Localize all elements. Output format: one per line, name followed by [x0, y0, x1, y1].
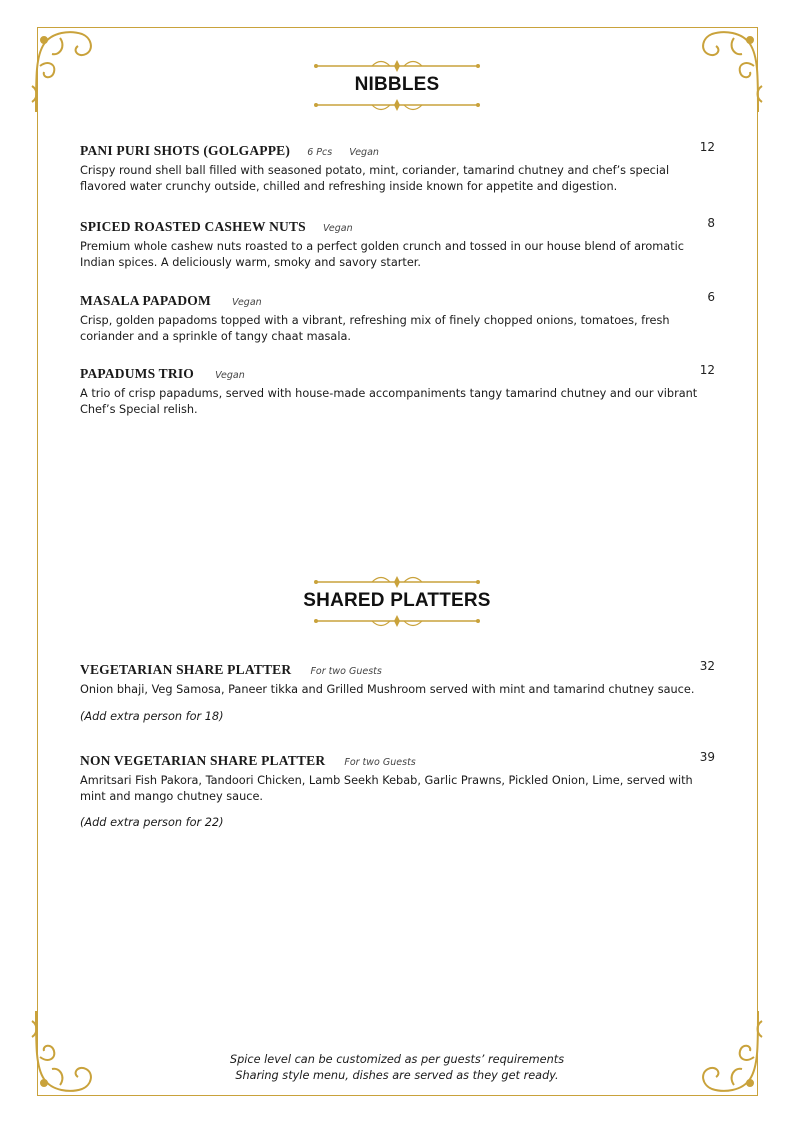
- item-price: 39: [699, 750, 715, 764]
- item-description: Amritsari Fish Pakora, Tandoori Chicken, Lamb Seekh Kebab, Garlic Prawns, Pickled Onion, Lime, served with mint and mango chutney sauce.: [80, 774, 693, 803]
- menu-item: [80, 140, 715, 194]
- item-tag: Vegan: [349, 147, 379, 158]
- item-price: 8: [707, 216, 715, 230]
- item-extra-note: (Add extra person for 18): [80, 709, 224, 723]
- item-extra-note: (Add extra person for 22): [80, 816, 224, 829]
- item-tag: 6 Pcs: [307, 147, 333, 158]
- divider-ornament-icon: [312, 99, 482, 113]
- divider-ornament-icon: [312, 615, 482, 629]
- footer-line: Sharing style menu, dishes are served as they get ready.: [235, 1068, 559, 1082]
- item-name: PANI PURI SHOTS (GOLGAPPE): [80, 143, 291, 158]
- item-description: Crispy round shell ball filled with seasoned potato, mint, coriander, tamarind chutney and chef’s special flavored water crunchy outside, chilled and refreshing inside known for appetite and digestion.: [80, 164, 670, 193]
- item-tag: For two Guests: [310, 666, 382, 677]
- item-description: Crisp, golden papadoms topped with a vibrant, refreshing mix of finely chopped onions, tomatoes, fresh coriander and a sprinkle of tangy chaat masala.: [80, 314, 670, 343]
- item-name: MASALA PAPADOM: [80, 293, 211, 308]
- item-tag: Vegan: [322, 223, 353, 234]
- footer-note: [0, 1052, 794, 1083]
- item-description: Premium whole cashew nuts roasted to a perfect golden crunch and tossed in our house blend of aromatic Indian spices. A deliciously warm, smoky and savory starter.: [80, 240, 685, 269]
- item-description: Onion bhaji, Veg Samosa, Paneer tikka and Grilled Mushroom served with mint and tamarind chutney sauce.: [80, 683, 695, 696]
- footer-line: Spice level can be customized as per guests’ requirements: [229, 1053, 565, 1066]
- item-name: PAPADUMS TRIO: [80, 366, 194, 381]
- nibbles-header: [0, 58, 794, 113]
- menu-item: [80, 290, 715, 344]
- item-price: 12: [699, 140, 715, 154]
- menu-item: [80, 363, 715, 417]
- item-price: 6: [707, 290, 715, 304]
- section-title: NIBBLES: [354, 74, 440, 95]
- item-description: A trio of crisp papadums, served with house-made accompaniments tangy tamarind chutney and our vibrant Chef’s Special relish.: [80, 387, 698, 416]
- divider-ornament-icon: [312, 58, 482, 72]
- item-name: NON VEGETARIAN SHARE PLATTER: [80, 753, 326, 768]
- menu-item: [80, 659, 715, 723]
- divider-ornament-icon: [312, 574, 482, 588]
- item-tag: Vegan: [215, 370, 245, 381]
- item-tag: Vegan: [232, 297, 262, 308]
- item-name: SPICED ROASTED CASHEW NUTS: [80, 219, 306, 234]
- shared-platters-header: [0, 574, 794, 629]
- item-price: 12: [699, 363, 715, 377]
- item-price: 32: [699, 659, 715, 673]
- menu-item: [80, 216, 715, 270]
- item-tag: For two Guests: [344, 757, 416, 768]
- item-name: VEGETARIAN SHARE PLATTER: [80, 662, 292, 677]
- menu-item: [80, 750, 715, 829]
- section-title: SHARED PLATTERS: [303, 590, 491, 611]
